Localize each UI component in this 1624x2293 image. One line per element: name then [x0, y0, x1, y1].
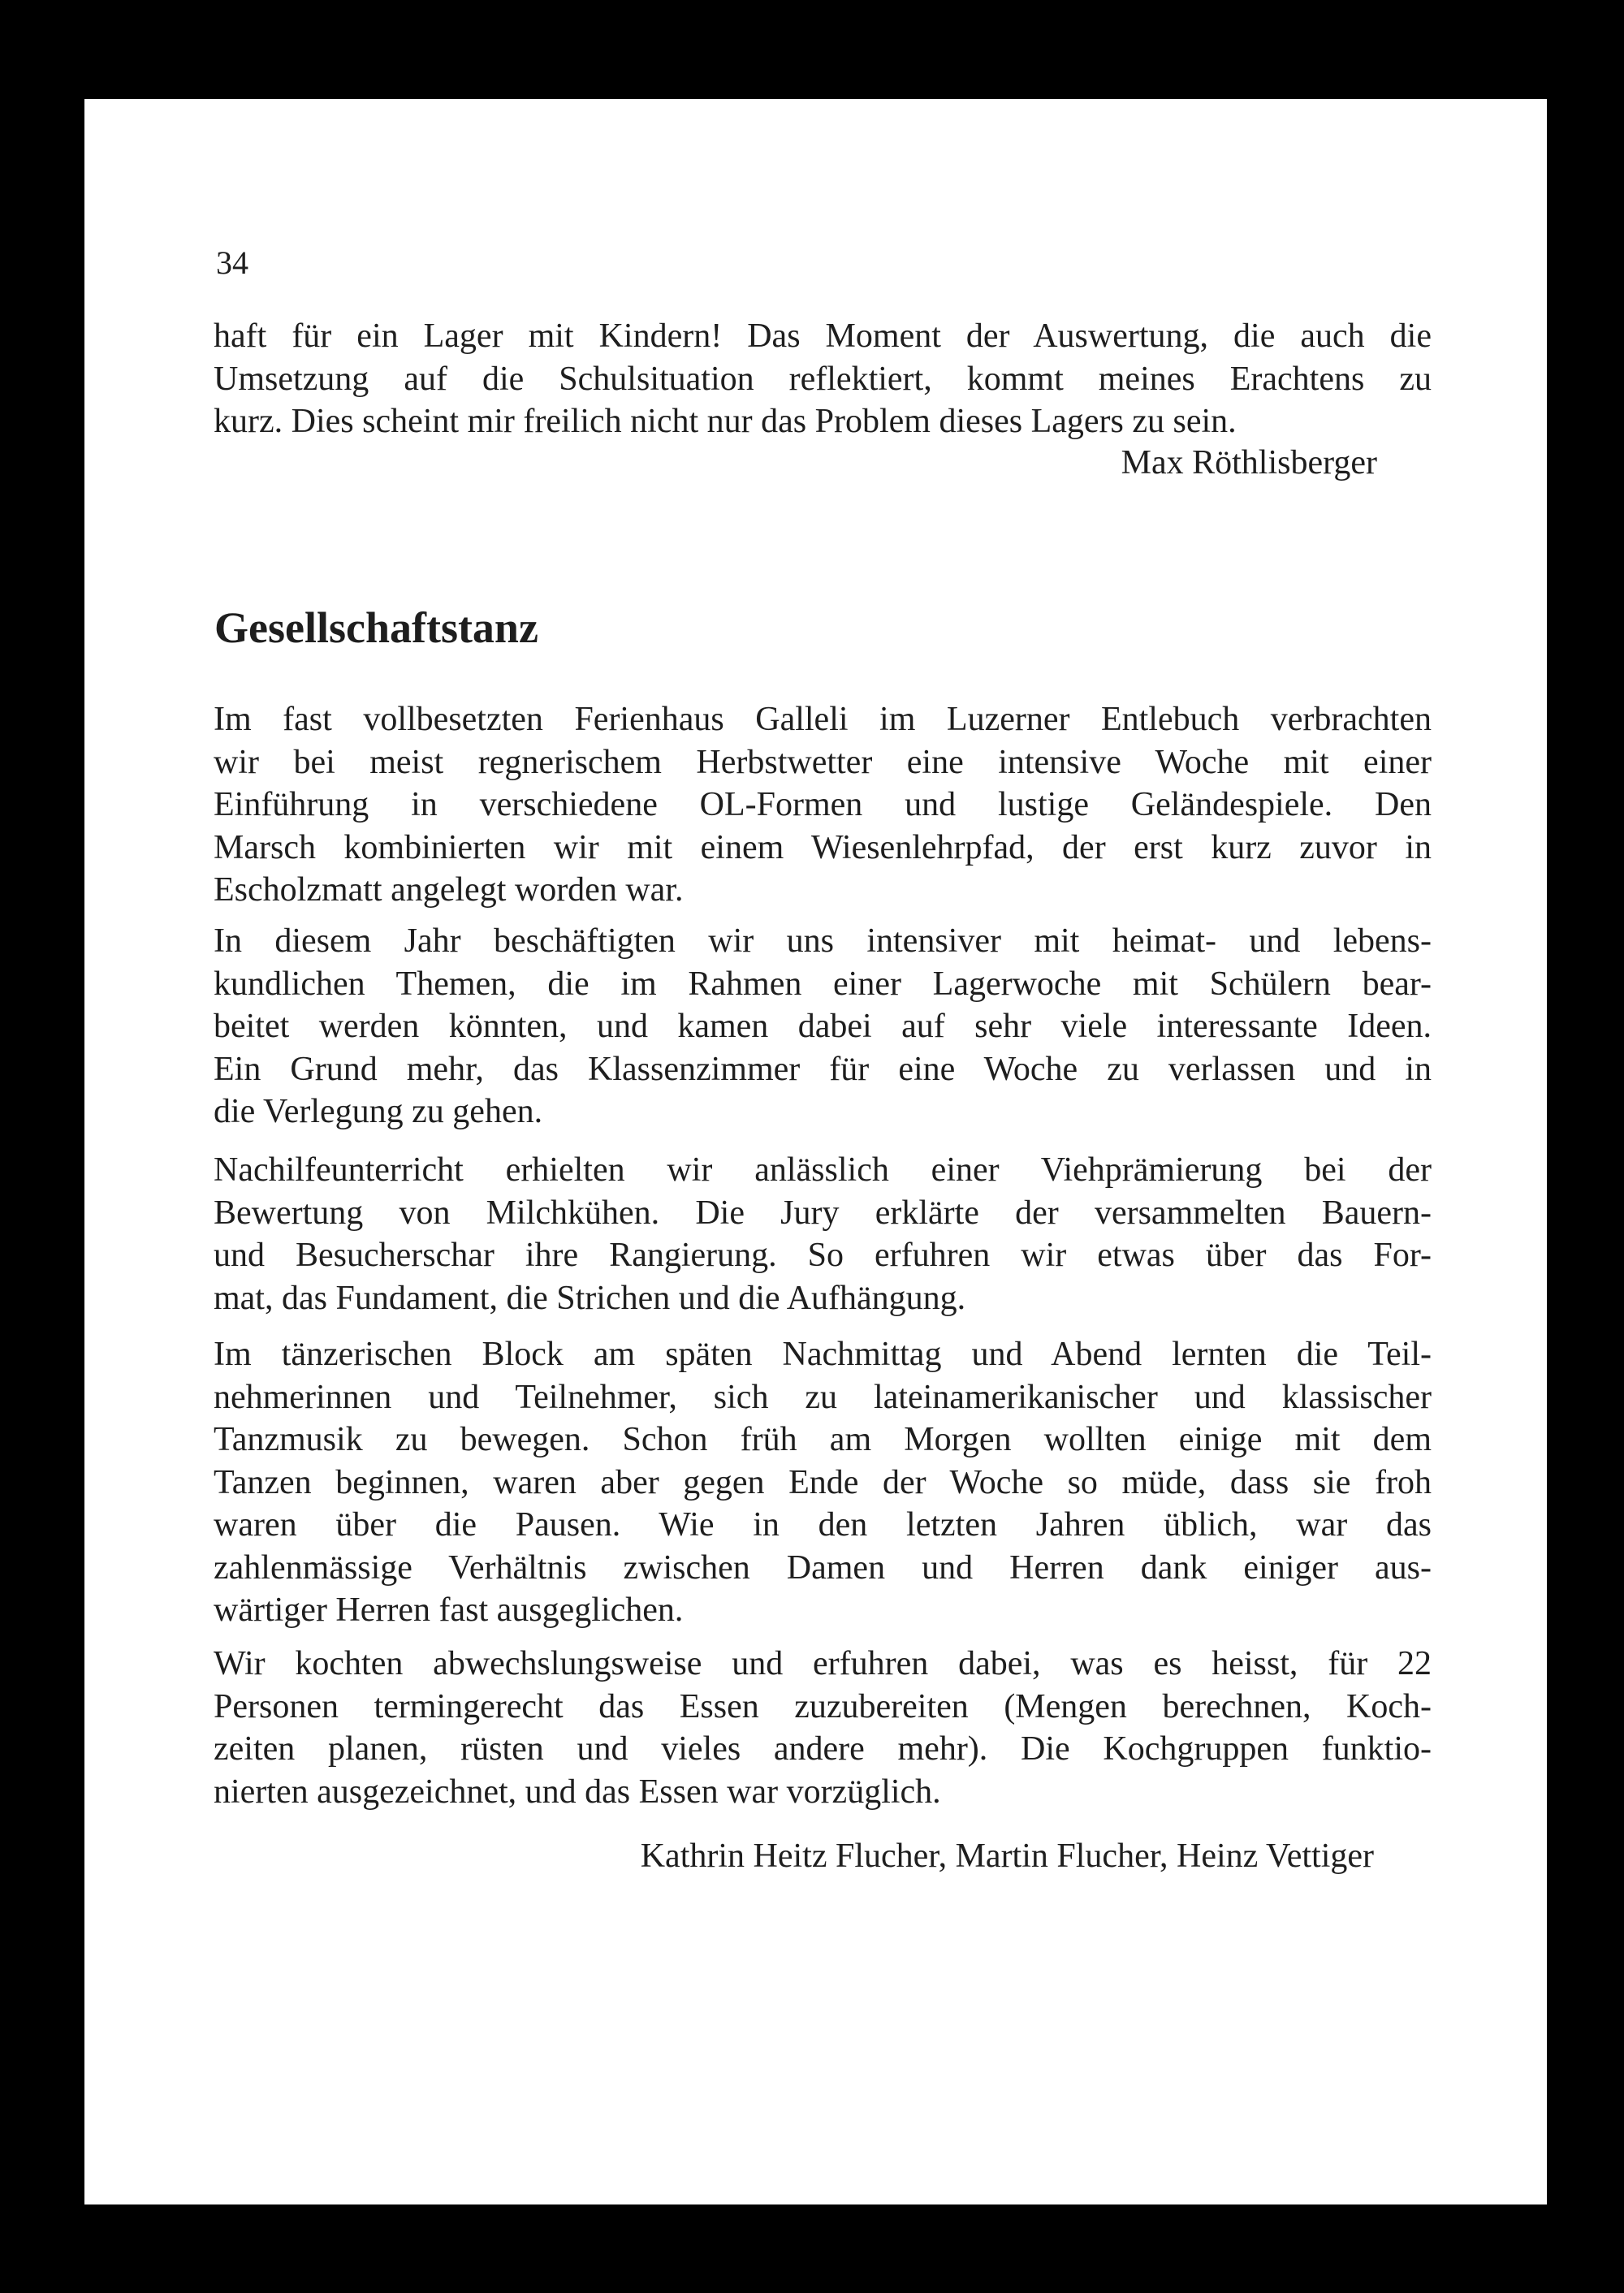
section-authors: Kathrin Heitz Flucher, Martin Flucher, Heinz Vettiger — [640, 1837, 1374, 1875]
text-line: und Besucherschar ihre Rangierung. So erfuhren wir etwas über das For- — [214, 1237, 1432, 1274]
paragraph — [214, 1643, 1432, 1813]
text-line: In diesem Jahr beschäftigten wir uns intensiver mit heimat- und lebens- — [214, 922, 1432, 960]
document-page — [84, 99, 1547, 2204]
text-line: Ein Grund mehr, das Klassenzimmer für eine Woche zu verlassen und in — [214, 1050, 1432, 1088]
text-line: Im fast vollbesetzten Ferienhaus Galleli im Luzerner Entlebuch verbrachten — [214, 701, 1432, 738]
text-line: haft für ein Lager mit Kindern! Das Moment der Auswertung, die auch die — [214, 317, 1432, 355]
paragraph — [214, 920, 1432, 1134]
paragraph — [214, 698, 1432, 912]
text-line: nierten ausgezeichnet, und das Essen war vorzüglich. — [214, 1773, 941, 1811]
paragraph — [214, 1333, 1432, 1632]
text-line: zahlenmässige Verhältnis zwischen Damen und Herren dank einiger aus- — [214, 1548, 1432, 1587]
text-line: mat, das Fundament, die Strichen und die Aufhängung. — [214, 1279, 966, 1317]
text-line: Personen termingerecht das Essen zuzubereiten (Mengen berechnen, Koch- — [214, 1687, 1432, 1725]
intro-author: Max Röthlisberger — [1121, 444, 1377, 481]
paragraph — [214, 1149, 1432, 1319]
text-line: Im tänzerischen Block am späten Nachmittag und Abend lernten die Teil- — [214, 1336, 1432, 1373]
text-line: Nachilfeunterricht erhielten wir anlässlich einer Viehprämierung bei der — [214, 1151, 1432, 1189]
text-line: Einführung in verschiedene OL-Formen und lustige Geländespiele. Den — [214, 786, 1432, 823]
text-line: die Verlegung zu gehen. — [214, 1093, 543, 1130]
page-number: 34 — [216, 244, 248, 281]
text-line: wir bei meist regnerischem Herbstwetter eine intensive Woche mit einer — [214, 743, 1432, 781]
text-line: beitet werden könnten, und kamen dabei auf sehr viele interessante Ideen. — [214, 1008, 1432, 1045]
text-line: zeiten planen, rüsten und vieles andere mehr). Die Kochgruppen funktio- — [214, 1730, 1432, 1768]
text-line: Marsch kombinierten wir mit einem Wiesenlehrpfad, der erst kurz zuvor in — [214, 828, 1432, 866]
section-title: Gesellschaftstanz — [214, 603, 538, 652]
text-line: kundlichen Themen, die im Rahmen einer Lagerwoche mit Schülern bear- — [214, 965, 1432, 1003]
text-line: Umsetzung auf die Schulsituation reflektiert, kommt meines Erachtens zu — [214, 360, 1432, 398]
text-line: Tanzmusik zu bewegen. Schon früh am Morgen wollten einige mit dem — [214, 1421, 1432, 1458]
intro-paragraph — [214, 315, 1432, 443]
text-line: wärtiger Herren fast ausgeglichen. — [214, 1591, 684, 1629]
text-line: Wir kochten abwechslungsweise und erfuhren dabei, was es heisst, für 22 — [214, 1645, 1432, 1682]
text-line: waren über die Pausen. Wie in den letzten Jahren üblich, war das — [214, 1506, 1432, 1544]
text-line: Bewertung von Milchkühen. Die Jury erklärte der versammelten Bauern- — [214, 1194, 1432, 1232]
text-line: nehmerinnen und Teilnehmer, sich zu lateinamerikanischer und klassischer — [214, 1378, 1432, 1416]
text-line: Tanzen beginnen, waren aber gegen Ende der Woche so müde, dass sie froh — [214, 1463, 1432, 1501]
text-line: Escholzmatt angelegt worden war. — [214, 871, 684, 909]
text-line: kurz. Dies scheint mir freilich nicht nur das Problem dieses Lagers zu sein. — [214, 403, 1237, 440]
